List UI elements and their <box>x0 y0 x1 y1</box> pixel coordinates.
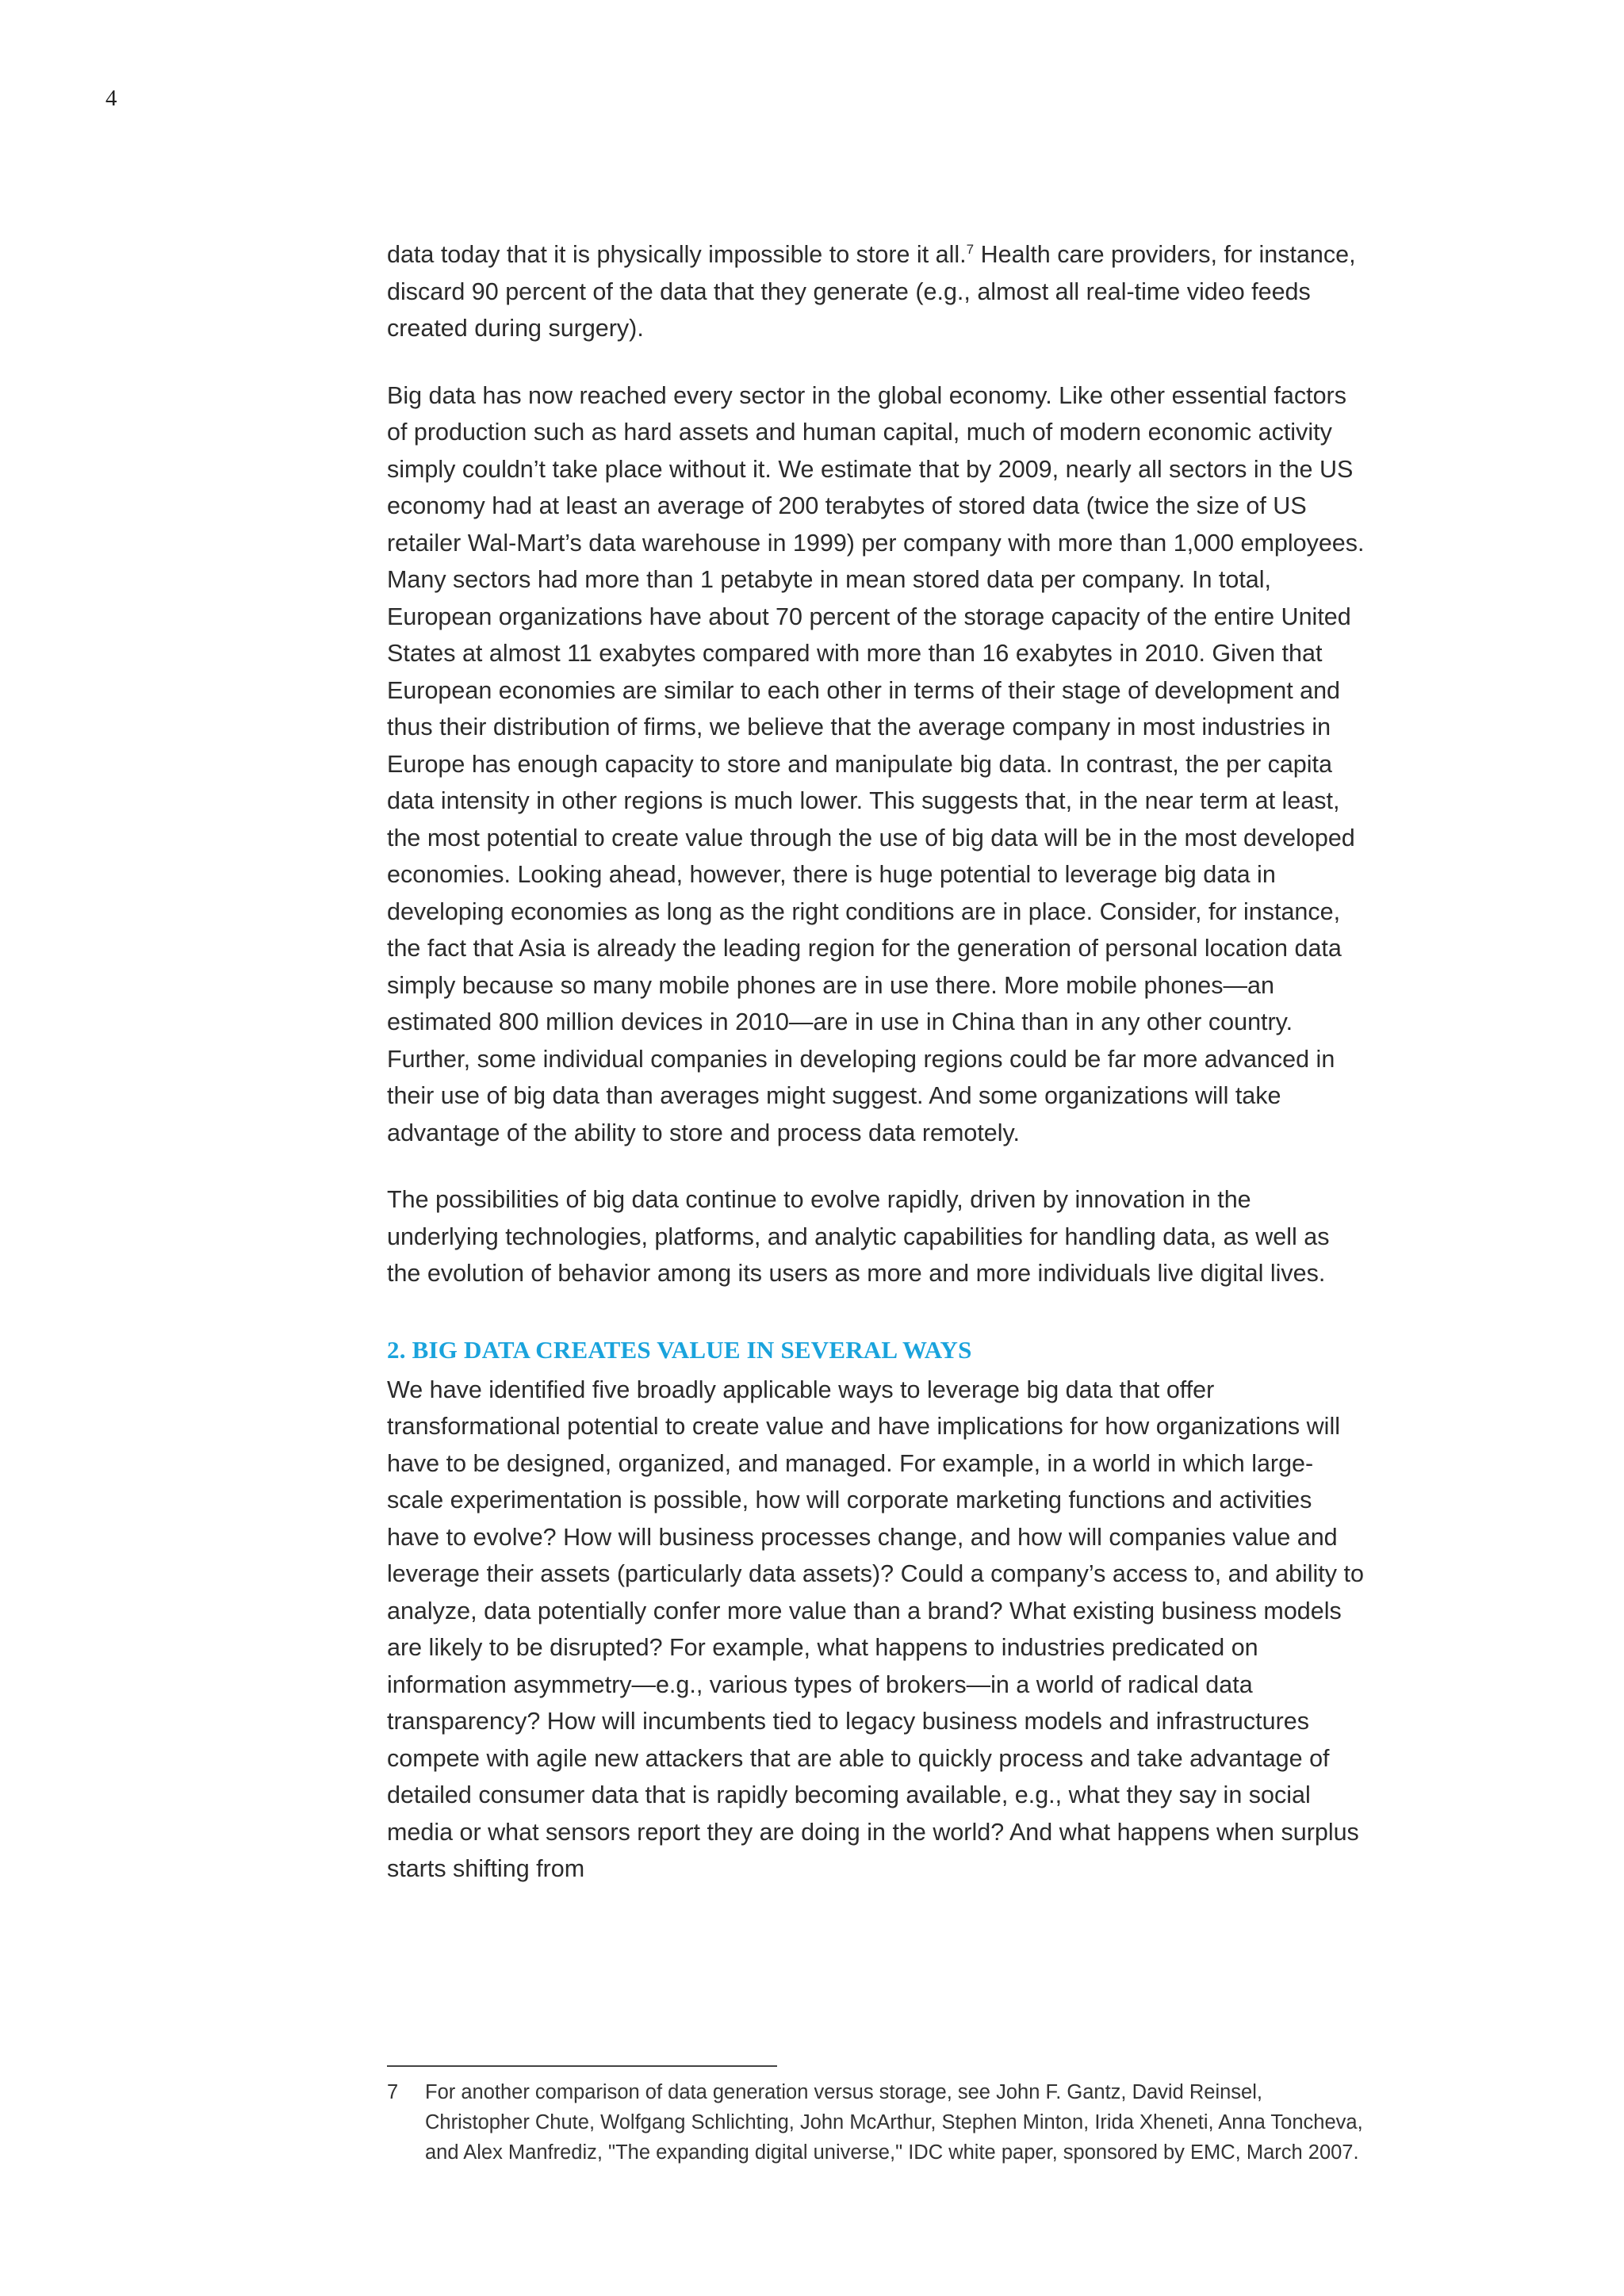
page-number: 4 <box>105 86 117 111</box>
paragraph-1-text-start: data today that it is physically impossible to store it all. <box>387 241 967 268</box>
body-column <box>387 236 1366 1918</box>
paragraph-1-text-end: Health care providers, for instance, discard 90 percent of the data that they generate (e.g., almost all real-time video feeds created during surgery). <box>387 241 1356 342</box>
footnote-number: 7 <box>387 2081 399 2103</box>
paragraph-2: Big data has now reached every sector in the global economy. Like other essential factors of production such as hard assets and human capital, much of modern economic activity simply couldn’t take place without it. We estimate that by 2009, nearly all sectors in the US economy had at least an average of 200 terabytes of stored data (twice the size of US retailer Wal-Mart’s data warehouse in 1999) per company with more than 1,000 employees. Many sectors had more than 1 petabyte in mean stored data per company. In total, European organizations have about 70 percent of the storage capacity of the entire United States at almost 11 exabytes compared with more than 16 exabytes in 2010. Given that European economies are similar to each other in terms of their stage of development and thus their distribution of firms, we believe that the average company in most industries in Europe has enough capacity to store and manipulate big data. In contrast, the per capita data intensity in other regions is much lower. This suggests that, in the near term at least, the most potential to create value through the use of big data will be in the most developed economies. Looking ahead, however, there is huge potential to leverage big data in developing economies as long as the right conditions are in place. Consider, for instance, the fact that Asia is already the leading region for the generation of personal location data simply because so many mobile phones are in use there. More mobile phones—an estimated 800 million devices in 2010—are in use in China than in any other country. Further, some individual companies in developing regions could be far more advanced in their use of big data than averages might suggest. And some organizations will take advantage of the ability to store and process data remotely. <box>387 381 1365 1146</box>
paragraph-3: The possibilities of big data continue to evolve rapidly, driven by innovation in the underlying technologies, platforms, and analytic capabilities for handling data, as well as the evolution of behavior among its users as more and more individuals live digital lives. <box>387 1186 1330 1287</box>
section-heading: 2. BIG DATA CREATES VALUE IN SEVERAL WAYS <box>387 1335 972 1364</box>
paragraph-4: We have identified five broadly applicable ways to leverage big data that offer transformational potential to create value and have implications for how organizations will have to be designed, organized, and managed. For example, in a world in which large-scale experimentation is possible, how will corporate marketing functions and activities have to evolve? How will business processes change, and how will companies value and leverage their assets (particularly data assets)? Could a company’s access to, and ability to analyze, data potentially confer more value than a brand? What existing business models are likely to be disrupted? For example, what happens to industries predicated on information asymmetry—e.g., various types of brokers—in a world of radical data transparency? How will incumbents tied to legacy business models and infrastructures compete with agile new attackers that are able to quickly process and take advantage of detailed consumer data that is rapidly becoming available, e.g., what they say in social media or what sensors report they are doing in the world? And what happens when surplus starts shifting from <box>387 1376 1364 1882</box>
footnote <box>387 2077 1366 2168</box>
footnote-divider <box>387 2065 777 2067</box>
paragraph-1 <box>387 236 1366 347</box>
footnote-reference-7[interactable]: 7 <box>966 241 975 257</box>
footnote-text: For another comparison of data generation versus storage, see John F. Gantz, David Reinsel, Christopher Chute, Wolfgang Schlichting, John McArthur, Stephen Minton, Irida Xheneti, Anna Toncheva, and Alex Manfrediz, "The expanding digital universe," IDC white paper, sponsored by EMC, March 2007. <box>425 2081 1363 2164</box>
